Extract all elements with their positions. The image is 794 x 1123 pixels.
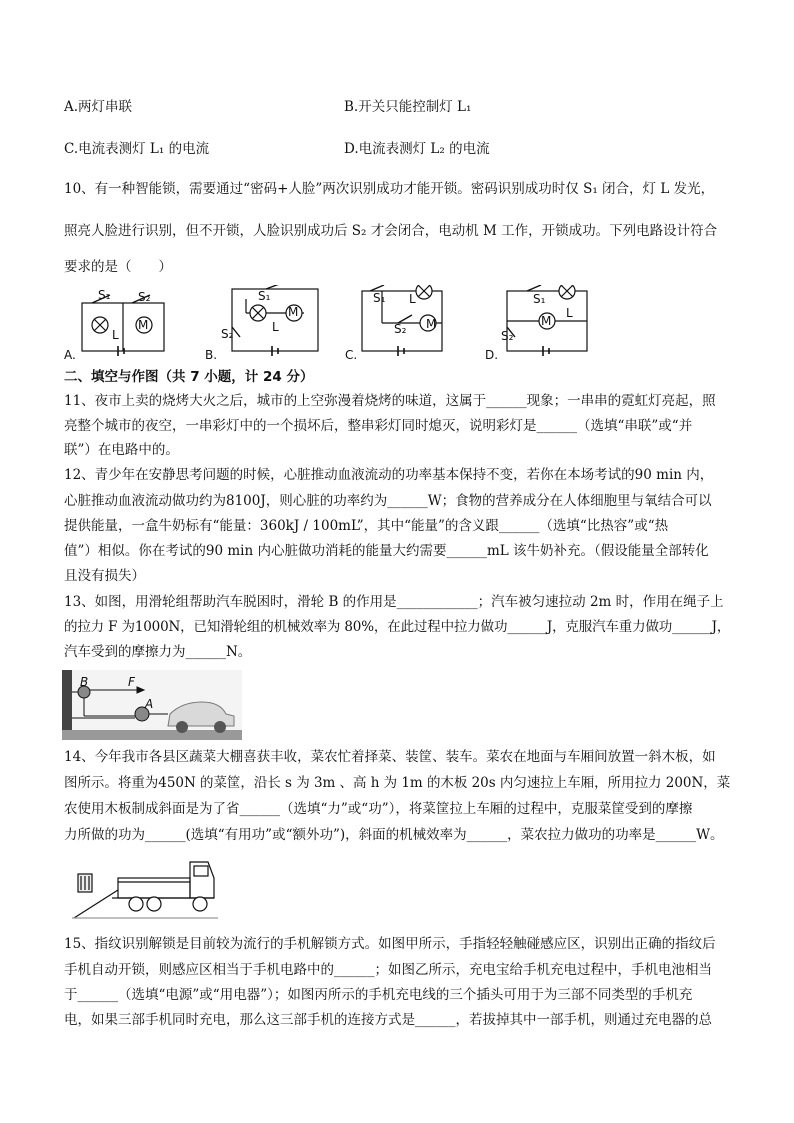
circuit-a (82, 295, 164, 356)
circuit-b-s2-label: S₂ (221, 327, 234, 341)
q10-line-3: 要求的是（ ） (64, 259, 172, 275)
circuit-d-s1-label: S₁ (533, 292, 546, 306)
q14-line-2: 图所示。将重为450N 的菜筐，沿长 s 为 3m 、高 h 为 1m 的木板 20s 内匀速拉上车厢，所用拉力 200N，菜 (64, 775, 731, 791)
q14-line-3: 农使用木板制成斜面是为了省______（选填“力”或“功”），将菜筐拉上车厢的过程中，克服菜筐受到的摩擦 (64, 801, 693, 817)
circuit-b-l-label: L (272, 320, 279, 334)
circuit-a-s1-label: S₁ (98, 288, 111, 302)
truck-ramp-figure (72, 852, 218, 924)
circuit-a-l-label: L (112, 328, 119, 342)
q10-line-1: 10、有一种智能锁，需要通过“密码+人脸”两次识别成功才能开锁。密码识别成功时仅 S₁ 闭合，灯 L 发光， (64, 181, 715, 197)
q12-line-1: 12、青少年在安静思考问题的时候，心脏推动血液流动的功率基本保持不变，若你在本场考试的90 min 内， (64, 467, 714, 483)
circuit-c-s2-label: S₂ (394, 322, 407, 336)
q12-line-3: 提供能量，一盒牛奶标有“能量：360kJ / 100mL”，其中“能量”的含义跟______（选填“比热容”或“热 (64, 518, 669, 534)
circuit-c-label: C. (345, 348, 358, 362)
q10-line-2: 照亮人脸进行识别，但不开锁，人脸识别成功后 S₂ 才会闭合，电动机 M 工作，开锁成功。下列电路设计符合 (64, 223, 718, 239)
section-title: 二、填空与作图（共 7 小题，计 24 分） (64, 369, 314, 385)
pulley-a-label: A (145, 697, 154, 711)
q15-line-3: 于______（选填“电源”或“用电器”）；如图丙所示的手机充电线的三个插头可用于为三部不同类型的手机充 (64, 987, 693, 1003)
q15-line-2: 手机自动开锁，则感应区相当于手机电路中的______；如图乙所示，充电宝给手机充电过程中，手机电池相当 (64, 962, 712, 978)
q14-line-4: 力所做的功为______(选填“有用功”或“额外功”)，斜面的机械效率为______，菜农拉力做功的功率是______W。 (64, 827, 724, 843)
circuit-b-m-label: M (288, 305, 299, 319)
q9-option-a: A.两灯串联 (64, 99, 133, 115)
force-f-label: F (128, 675, 135, 689)
q12-line-2: 心脏推动血液流动做功约为8100J，则心脏的功率约为______W；食物的营养成分在人体细胞里与氧结合可以 (64, 493, 712, 509)
circuit-c-l-label: L (409, 292, 416, 306)
circuit-b-s1-label: S₁ (258, 289, 271, 303)
q11-line-1: 11、夜市上卖的烧烤大火之后，城市的上空弥漫着烧烤的味道，这属于______现象；一串串的霓虹灯亮起，照 (64, 393, 716, 409)
circuit-d-s2-label: S₂ (501, 329, 514, 343)
q14-line-1: 14、今年我市各县区蔬菜大棚喜获丰收，菜农忙着择菜、装筐、装车。菜农在地面与车厢间放置一斜木板，如 (64, 749, 716, 765)
circuit-a-m-label: M (138, 318, 149, 332)
q15-line-1: 15、指纹识别解锁是目前较为流行的手机解锁方式。如图甲所示，手指轻轻触碰感应区，识别出正确的指纹后 (64, 936, 716, 952)
q12-line-5: 且没有损失） (64, 568, 145, 584)
q11-line-2: 亮整个城市的夜空，一串彩灯中的一个损坏后，整串彩灯同时熄灭，说明彩灯是______（选填“串联”或“并 (64, 418, 693, 434)
circuit-a-s2-label: S₂ (138, 290, 151, 304)
circuit-c-m-label: M (426, 317, 437, 331)
q11-line-3: 联”）在电路中的。 (64, 442, 179, 458)
circuit-d-l-label: L (566, 306, 573, 320)
q9-option-d: D.电流表测灯 L₂ 的电流 (344, 141, 490, 157)
circuit-d-label: D. (485, 348, 499, 362)
circuit-d-m-label: M (541, 314, 552, 328)
circuit-b-label: B. (205, 348, 218, 362)
q13-line-3: 汽车受到的摩擦力为______N。 (64, 644, 252, 660)
q15-line-4: 电，如果三部手机同时充电，那么这三部手机的连接方式是______，若拔掉其中一部手机，则通过充电器的总 (64, 1012, 712, 1028)
q9-option-b: B.开关只能控制灯 L₁ (344, 99, 472, 115)
circuit-a-label: A. (64, 348, 76, 362)
circuit-c-s1-label: S₁ (373, 291, 386, 305)
q9-option-c: C.电流表测灯 L₁ 的电流 (64, 141, 210, 157)
q12-line-4: 值”）相似。你在考试的90 min 内心脏做功消耗的能量大约需要______mL 该牛奶补充。（假设能量全部转化 (64, 543, 709, 559)
q13-line-2: 的拉力 F 为1000N，已知滑轮组的机械效率为 80%，在此过程中拉力做功______J，克服汽车重力做功______J， (64, 619, 731, 635)
pulley-b-label: B (80, 675, 89, 689)
q13-line-1: 13、如图，用滑轮组帮助汽车脱困时，滑轮 B 的作用是____________；汽车被匀速拉动 2m 时，作用在绳子上 (64, 594, 724, 610)
